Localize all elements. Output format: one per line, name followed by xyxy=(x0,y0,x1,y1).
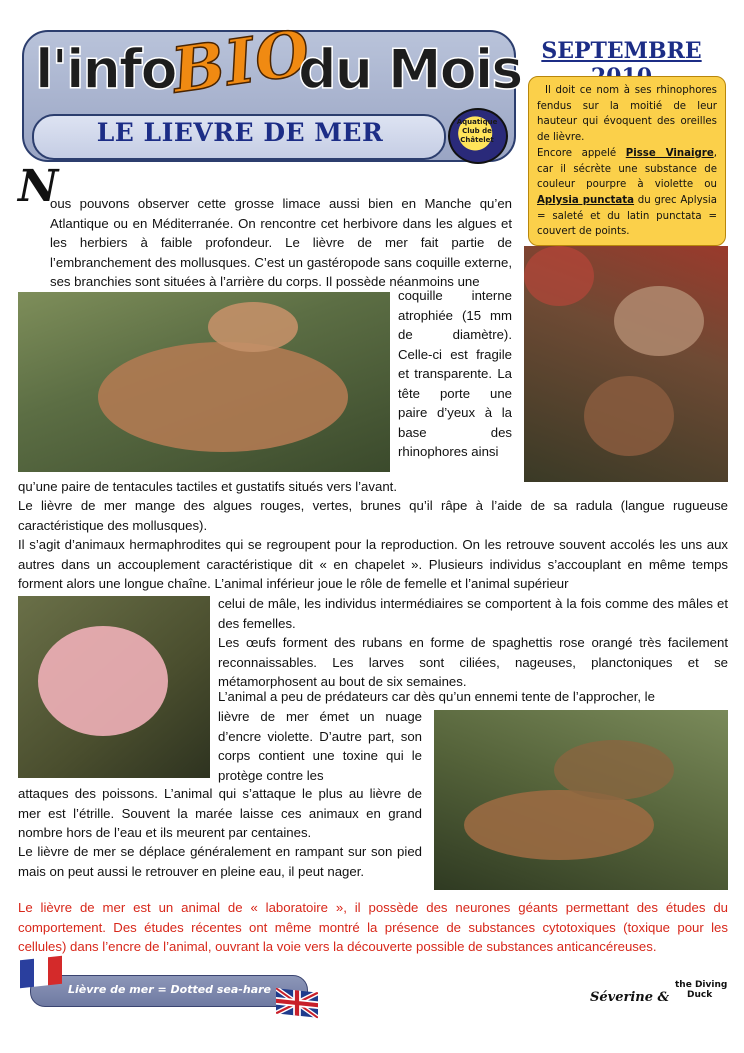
paragraph-eggs: Les œufs forment des rubans en forme de spaghettis rose orangé très facilement reconnaissables. Les larves sont ciliées, nageuses, planctoniques et se métamorphosent au bout de six semaines. xyxy=(218,635,728,689)
photo-sea-hare-large xyxy=(18,292,390,472)
paragraph-predators-b: lièvre de mer émet un nuage d’encre violette. D’autre part, son corps contient une toxine qui le protège contre les xyxy=(218,709,422,783)
drop-cap: N xyxy=(18,161,59,212)
photo-sea-hares-red-algae xyxy=(524,246,728,482)
info-text: Encore appelé xyxy=(537,147,626,159)
title-part-du-mois: du Mois xyxy=(298,38,522,101)
info-paragraph-1: Il doit ce nom à ses rhinophores fendus sur la moitié de leur hauteur qui évoquent des oreilles de lièvre. xyxy=(537,85,717,144)
page-subtitle: LE LIEVRE DE MER xyxy=(96,118,384,147)
title-part-bio: BIO xyxy=(167,15,315,108)
translation-text: Lièvre de mer = Dotted sea-hare xyxy=(68,983,272,996)
duck-logo-line-1: the Diving xyxy=(675,980,728,990)
photo-egg-ribbons xyxy=(18,596,210,778)
info-sidebar-box xyxy=(528,76,726,246)
column-beside-photo: coquille interne atrophiée (15 mm de diamètre). Celle-ci est fragile et transparente. La tête porte une paire d’yeux à la base des rhinophores ainsi xyxy=(398,288,512,459)
title-part-info: l'info xyxy=(35,38,176,101)
info-term-aplysia: Aplysia punctata xyxy=(537,194,635,206)
photo-sea-hares-pair xyxy=(434,710,728,890)
paragraph-predators-c: attaques des poissons. L’animal qui s’attaque le plus au lièvre de mer est l’étrille. Souvent la marée laisse ces animaux en grand nombre hors de l’eau et ils meurent par centaines. xyxy=(18,786,422,840)
diving-duck-logo xyxy=(675,980,727,1000)
paragraph-diet: Le lièvre de mer mange des algues rouges, vertes, brunes qu’il râpe à l’aide de sa radula (langue rugueuse caractéristique des mollusques). xyxy=(18,498,728,533)
paragraph-reproduction-cont: celui de mâle, les individus intermédiaires se comportent à la fois comme des mâles et des femelles. xyxy=(218,596,728,631)
paragraph-1-end: qu’une paire de tentacules tactiles et gustatifs situés vers l’avant. xyxy=(18,479,397,494)
intro-text: ous pouvons observer cette grosse limace aussi bien en Manche qu’en Atlantique ou en Méditerranée. On rencontre cet herbivore dans les algues et les herbiers à faible profondeur. Le lièvre de mer fait partie de l’embranchement des mollusques. C’est un gastéropode sans coquille externe, ses branchies sont situées à l’arrière du corps. Il possède néanmoins une xyxy=(50,196,512,289)
duck-logo-line-2: Duck xyxy=(687,990,713,1000)
intro-paragraph xyxy=(50,194,512,292)
info-text: du grec Aplysia = saleté et du latin punctata = couvert de points. xyxy=(537,194,717,238)
info-paragraph-2 xyxy=(537,146,717,240)
issue-month: SEPTEMBRE xyxy=(541,38,702,64)
author-signature: Séverine & xyxy=(590,990,670,1005)
paragraph-laboratory: Le lièvre de mer est un animal de « laboratoire », il possède des neurones géants permettant des études du comportement. Des études récentes ont même montré la présence de substances cytotoxiques (toxique pour les cellules) dans l’encre de l’animal, ouvrant la voie vers la découverte possible de substances anticancéreuses. xyxy=(18,900,728,954)
paragraph-predators-a: L’animal a peu de prédateurs car dès qu’un ennemi tente de l’approcher, le xyxy=(218,689,655,704)
club-logo-text: Aquatique Club de Châtelet xyxy=(456,118,498,144)
info-text: , car il sécrète une substance de couleur pourpre à violette ou xyxy=(537,147,717,191)
paragraph-reproduction: Il s’agit d’animaux hermaphrodites qui se regroupent pour la reproduction. On les retrouve souvent accolés les uns aux autres dans un accouplement caractéristique dit « en chapelet ». Plusieurs individus s’accouplant en même temps forment alors une longue chaîne. L’animal inférieur joue le rôle de femelle et l’animal supérieur xyxy=(18,537,728,591)
french-flag-icon xyxy=(20,956,62,988)
paragraph-movement: Le lièvre de mer se déplace généralement en rampant sur son pied mais on peut aussi le retrouver en pleine eau, il peut nager. xyxy=(18,844,422,879)
info-term-pisse-vinaigre: Pisse Vinaigre xyxy=(625,147,714,159)
uk-flag-icon xyxy=(276,988,318,1018)
